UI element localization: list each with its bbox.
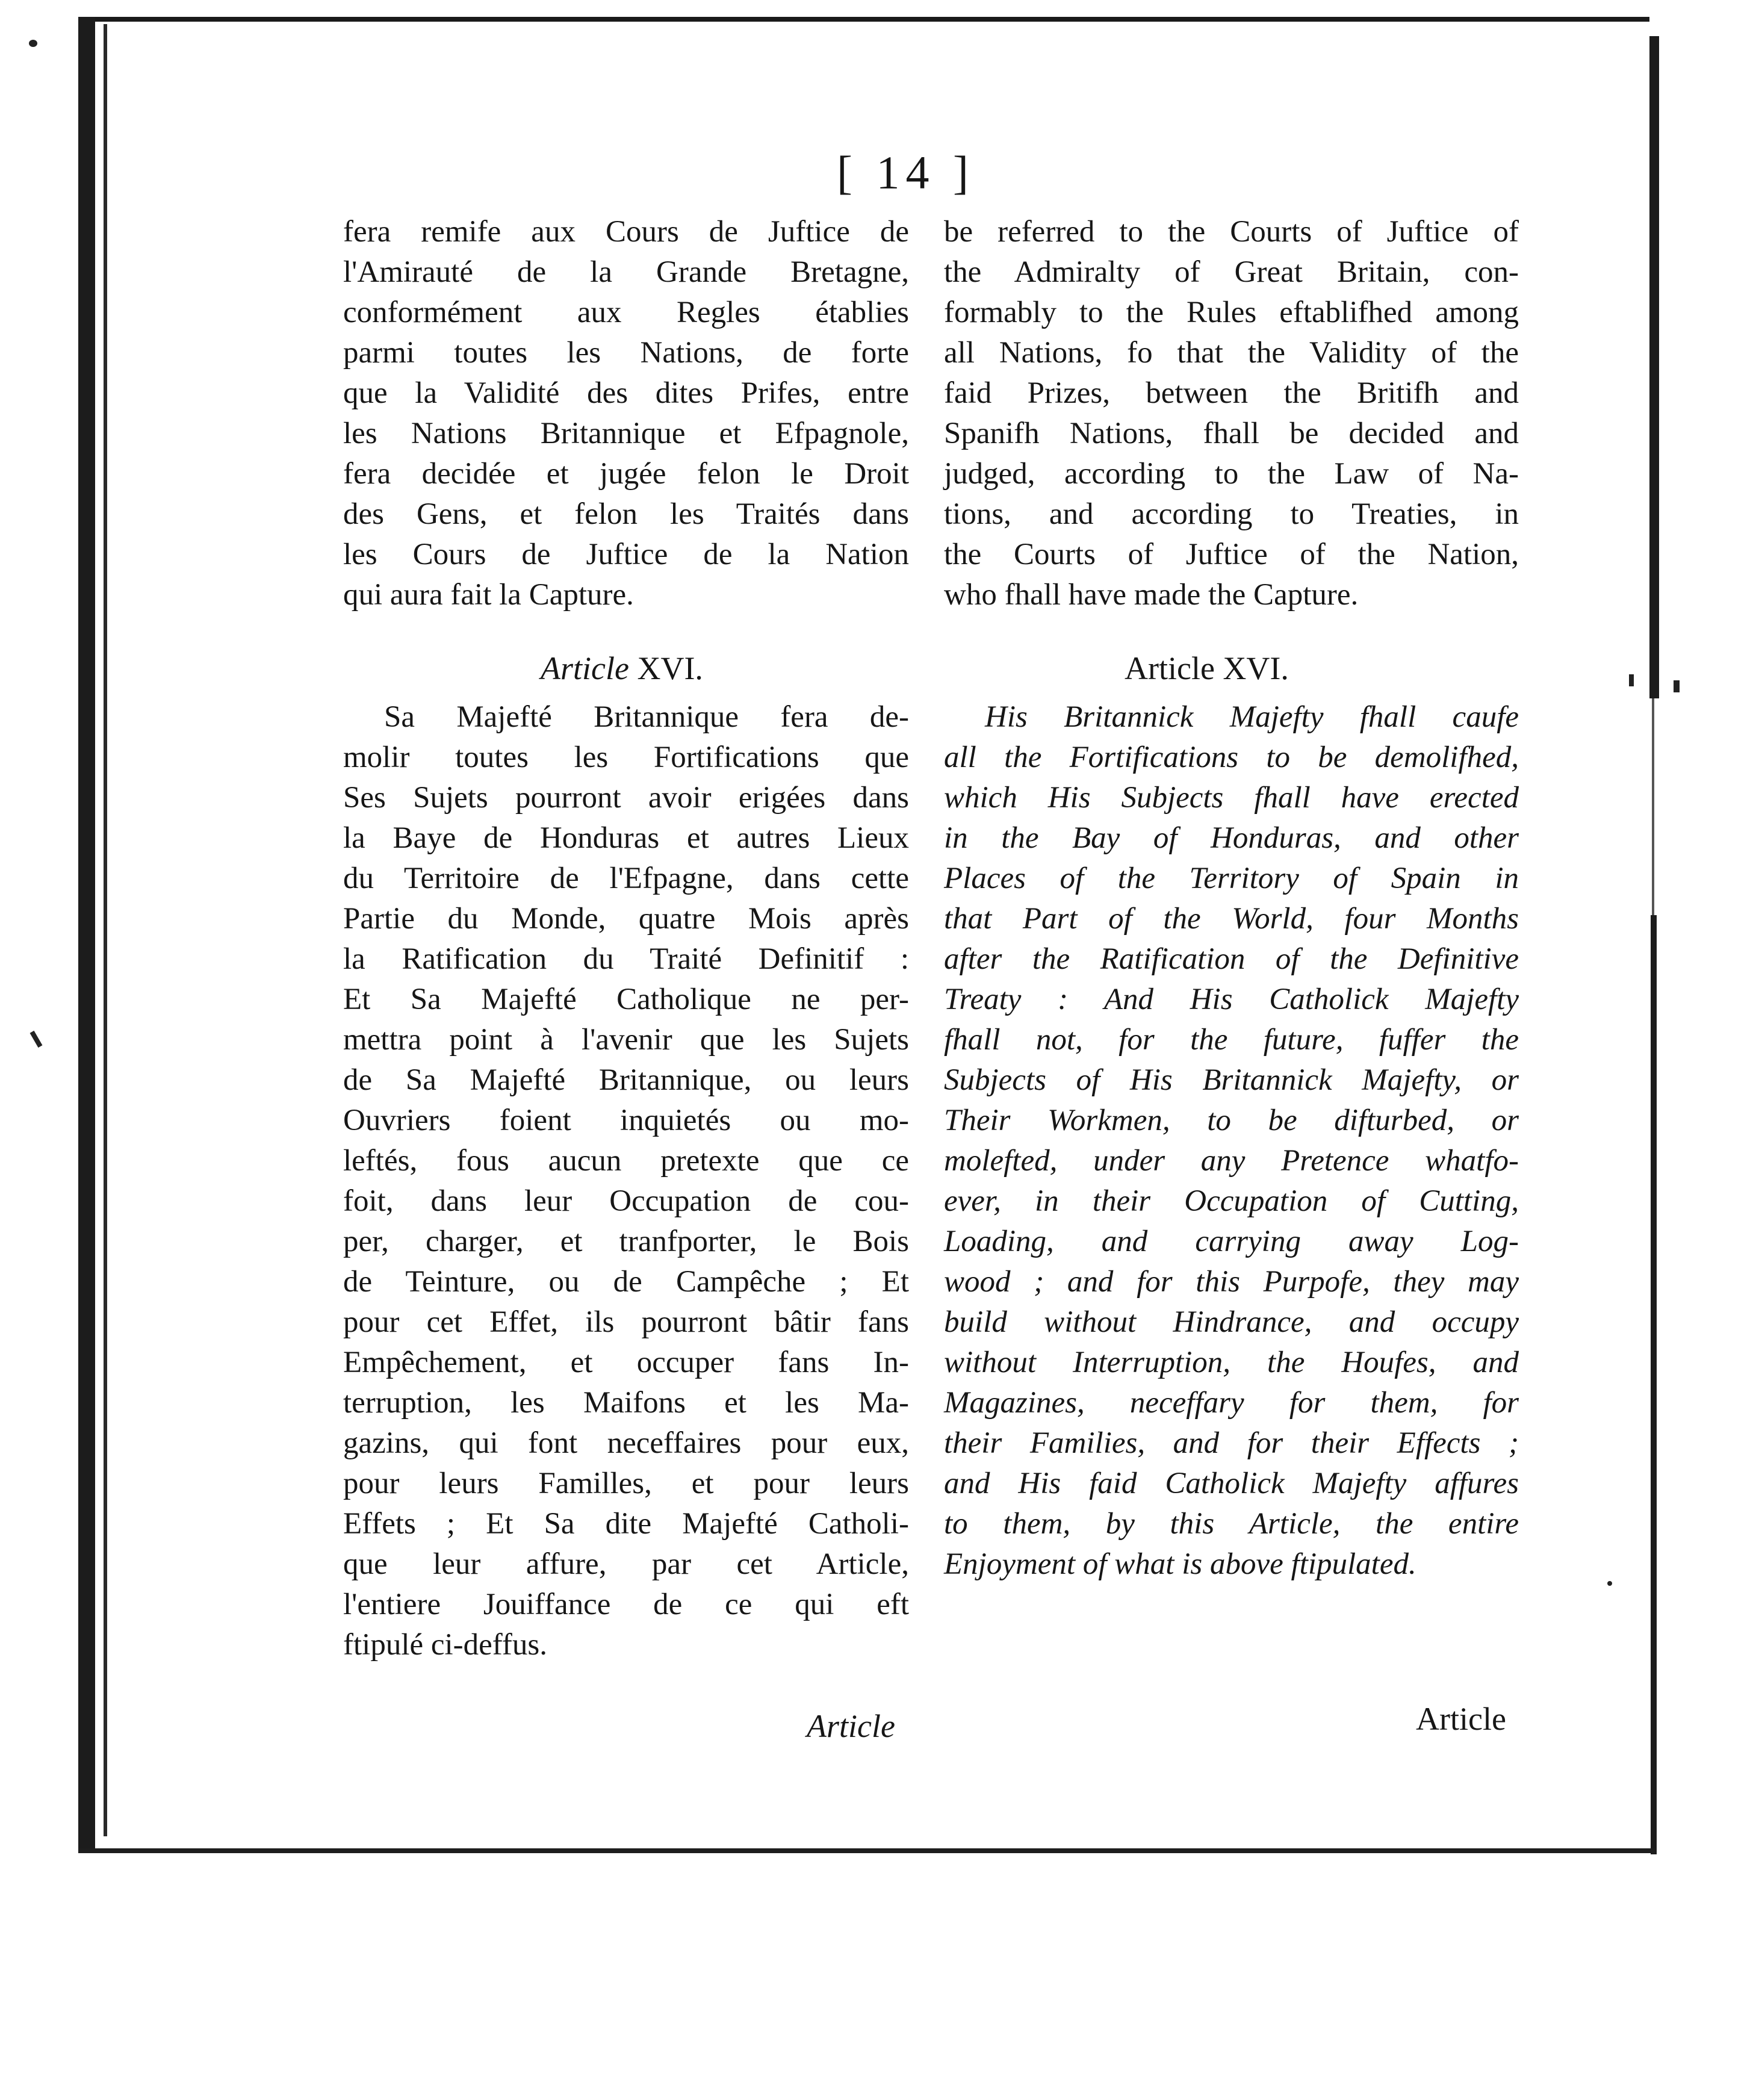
text-line: the Courts of Juftice of the Nation,	[944, 538, 1519, 571]
english-catchword: Article	[1416, 1701, 1506, 1737]
text-line: la Baye de Honduras et autres Lieux	[343, 821, 909, 855]
text-line: leftés, fous aucun pretexte que ce	[343, 1144, 909, 1178]
text-line: de Teinture, ou de Campêche ; Et	[343, 1265, 909, 1299]
french-article-heading	[541, 652, 703, 685]
french-article-numeral: XVI.	[637, 650, 703, 686]
text-line: after the Ratification of the Definitive	[944, 942, 1519, 976]
text-line: les Cours de Juftice de la Nation	[343, 538, 909, 571]
text-line: terruption, les Maifons et les Ma-	[343, 1386, 909, 1420]
text-line: les Nations Britannique et Efpagnole,	[343, 417, 909, 450]
french-catchword: Article	[807, 1708, 895, 1744]
text-line: who fhall have made the Capture.	[944, 578, 1359, 612]
text-line: faid Prizes, between the Britifh and	[944, 376, 1519, 410]
text-line: that Part of the World, four Months	[944, 902, 1519, 936]
text-line: all Nations, fo that the Validity of the	[944, 336, 1519, 370]
english-article-heading: Article XVI.	[1125, 650, 1289, 686]
text-line: pour cet Effet, ils pourront bâtir fans	[343, 1305, 909, 1339]
text-line: fera decidée et jugée felon le Droit	[343, 457, 909, 491]
text-line: to them, by this Article, the entire	[944, 1507, 1519, 1541]
text-line: tions, and according to Treaties, in	[944, 497, 1519, 531]
text-line: Magazines, neceffary for them, for	[944, 1386, 1519, 1420]
scan-border-right-gap	[1652, 698, 1654, 915]
scan-border-bottom	[78, 1848, 1655, 1853]
page-number: [ 14 ]	[837, 146, 975, 199]
text-line: Partie du Monde, quatre Mois après	[343, 902, 909, 936]
french-article-body	[343, 697, 909, 1665]
text-line: molefted, under any Pretence whatfo-	[944, 1144, 1519, 1178]
text-line: mettra point à l'avenir que les Sujets	[343, 1023, 909, 1057]
text-line: per, charger, et tranfporter, le Bois	[343, 1225, 909, 1258]
text-line: Empêchement, et occuper fans In-	[343, 1346, 909, 1379]
text-line: gazins, qui font neceffaires pour eux,	[343, 1426, 909, 1460]
text-line: Places of the Territory of Spain in	[944, 862, 1519, 895]
text-line: conformément aux Regles établies	[343, 296, 909, 329]
text-line: Enjoyment of what is above ftipulated.	[944, 1547, 1416, 1581]
text-line: Loading, and carrying away Log-	[944, 1225, 1519, 1258]
text-line: which His Subjects fhall have erected	[944, 781, 1519, 815]
text-line: their Families, and for their Effects ;	[944, 1426, 1519, 1460]
text-line: Et Sa Majefté Catholique ne per-	[343, 983, 909, 1016]
text-line: ftipulé ci-deffus.	[343, 1628, 547, 1662]
text-line: l'Amirauté de la Grande Bretagne,	[343, 255, 909, 289]
text-line: fera remife aux Cours de Juftice de	[343, 215, 909, 249]
text-line: in the Bay of Honduras, and other	[944, 821, 1519, 855]
text-line: be referred to the Courts of Juftice of	[944, 215, 1519, 249]
text-line: His Britannick Majefty fhall caufe	[985, 700, 1519, 734]
text-line: the Admiralty of Great Britain, con-	[944, 255, 1519, 289]
text-line: que la Validité des dites Prifes, entre	[343, 376, 909, 410]
english-continuation	[944, 212, 1519, 615]
french-continuation	[343, 212, 909, 615]
text-line: judged, according to the Law of Na-	[944, 457, 1519, 491]
scan-border-left-inner	[104, 24, 107, 1836]
scan-speck	[1629, 674, 1634, 686]
text-line: Spanifh Nations, fhall be decided and	[944, 417, 1519, 450]
text-line: fhall not, for the future, fuffer the	[944, 1023, 1519, 1057]
text-line: du Territoire de l'Efpagne, dans cette	[343, 862, 909, 895]
scan-border-right	[1649, 36, 1659, 698]
text-line: la Ratification du Traité Definitif :	[343, 942, 909, 976]
french-article-word: Article	[541, 650, 629, 686]
text-line: ever, in their Occupation of Cutting,	[944, 1184, 1519, 1218]
text-line: wood ; and for this Purpofe, they may	[944, 1265, 1519, 1299]
text-line: molir toutes les Fortifications que	[343, 741, 909, 774]
text-line: all the Fortifications to be demolifhed,	[944, 741, 1519, 774]
text-line: Ses Sujets pourront avoir erigées dans	[343, 781, 909, 815]
text-line: que leur affure, par cet Article,	[343, 1547, 909, 1581]
text-line: Ouvriers foient inquietés ou mo-	[343, 1104, 909, 1137]
text-line: formably to the Rules eftablifhed among	[944, 296, 1519, 329]
scan-speck	[1674, 680, 1680, 692]
text-line: Effets ; Et Sa dite Majefté Catholi-	[343, 1507, 909, 1541]
text-line: foit, dans leur Occupation de cou-	[343, 1184, 909, 1218]
text-line: build without Hindrance, and occupy	[944, 1305, 1519, 1339]
text-line: qui aura fait la Capture.	[343, 578, 634, 612]
scan-speck	[30, 1031, 43, 1048]
text-line: parmi toutes les Nations, de forte	[343, 336, 909, 370]
text-line: l'entiere Jouiffance de ce qui eft	[343, 1588, 909, 1621]
text-line: pour leurs Familles, et pour leurs	[343, 1467, 909, 1500]
text-line: Their Workmen, to be difturbed, or	[944, 1104, 1519, 1137]
text-line: without Interruption, the Houfes, and	[944, 1346, 1519, 1379]
text-line: Subjects of His Britannick Majefty, or	[944, 1063, 1519, 1097]
scan-speck	[29, 40, 37, 47]
text-line: de Sa Majefté Britannique, ou leurs	[343, 1063, 909, 1097]
scan-speck	[1607, 1581, 1612, 1586]
scan-border-left	[78, 17, 95, 1853]
scan-border-top	[78, 17, 1649, 22]
text-line: Sa Majefté Britannique fera de-	[384, 700, 909, 734]
scan-border-right-lower	[1651, 915, 1657, 1854]
english-article-body	[944, 697, 1519, 1585]
text-line: des Gens, et felon les Traités dans	[343, 497, 909, 531]
text-line: and His faid Catholick Majefty affures	[944, 1467, 1519, 1500]
text-line: Treaty : And His Catholick Majefty	[944, 983, 1519, 1016]
